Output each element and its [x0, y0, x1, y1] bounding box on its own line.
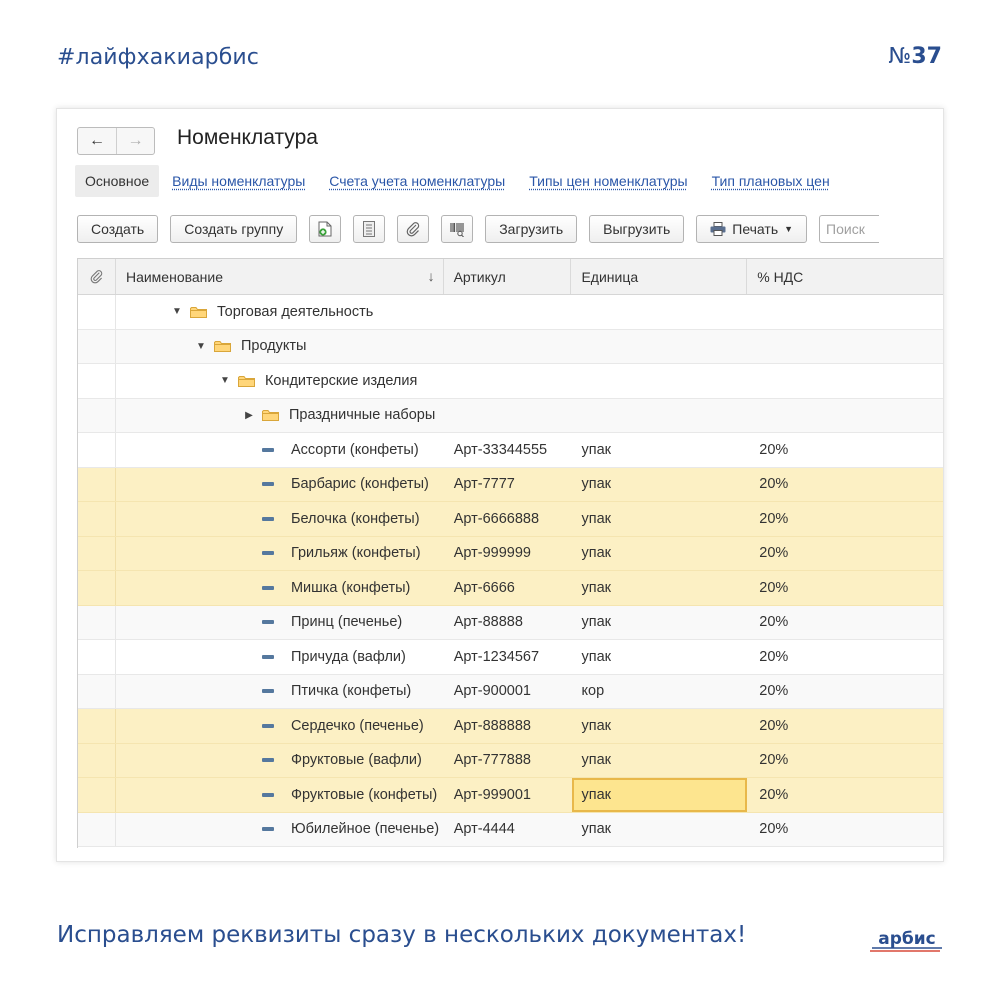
tab-item-kinds[interactable]: Виды номенклатуры: [172, 173, 306, 189]
barcode-icon: [449, 221, 465, 237]
item-name-cell[interactable]: [116, 502, 444, 536]
forward-button[interactable]: →: [116, 128, 154, 154]
unit-cell[interactable]: упак: [581, 510, 612, 527]
article-cell[interactable]: Арт-6666: [453, 579, 515, 596]
vat-cell[interactable]: 20%: [759, 786, 789, 803]
attachment-cell: [78, 537, 116, 571]
vat-cell[interactable]: 20%: [759, 614, 789, 631]
vat-cell[interactable]: 20%: [759, 683, 789, 700]
attachment-cell: [78, 502, 116, 536]
item-name-cell[interactable]: [116, 606, 444, 640]
vat-cell[interactable]: 20%: [759, 648, 789, 665]
folder-icon: [238, 375, 255, 387]
item-name: Фруктовые (конфеты): [290, 786, 438, 803]
unit-cell[interactable]: [571, 330, 747, 364]
nav-buttons: [77, 127, 155, 155]
group-label: Торговая деятельность: [216, 303, 374, 320]
window-title: Номенклатура: [177, 126, 318, 149]
attachment-cell: [78, 364, 116, 398]
expand-down-icon[interactable]: ▼: [172, 306, 182, 318]
item-row[interactable]: [78, 571, 944, 606]
attachment-cell: [78, 433, 116, 467]
catalog-window: [56, 108, 944, 862]
item-name: Птичка (конфеты): [290, 683, 412, 700]
printer-icon: [710, 222, 726, 236]
toolbar: [77, 215, 879, 243]
unit-cell[interactable]: упак: [581, 476, 612, 493]
create-group-button[interactable]: Создать группу: [170, 215, 297, 243]
vat-column-header[interactable]: % НДС: [757, 268, 804, 285]
item-name: Грильяж (конфеты): [290, 545, 421, 562]
item-row[interactable]: [78, 537, 944, 572]
item-name: Причуда (вафли): [290, 648, 406, 665]
item-name-cell[interactable]: [116, 571, 444, 605]
item-dash-icon: [262, 793, 274, 797]
folder-icon: [190, 306, 207, 318]
unit-cell[interactable]: упак: [581, 752, 612, 769]
issue-number: [888, 44, 942, 69]
unit-cell[interactable]: упак: [581, 821, 612, 838]
article-cell[interactable]: Арт-7777: [453, 476, 515, 493]
article-cell[interactable]: Арт-88888: [453, 614, 523, 631]
item-dash-icon: [262, 448, 274, 452]
unit-cell[interactable]: кор: [581, 683, 605, 700]
unit-cell[interactable]: упак: [581, 441, 612, 458]
item-name-cell[interactable]: [116, 675, 444, 709]
item-name-cell[interactable]: [116, 640, 444, 674]
item-name: Белочка (конфеты): [290, 510, 420, 527]
item-dash-icon: [262, 551, 274, 555]
vat-cell[interactable]: 20%: [759, 545, 789, 562]
nomenclature-table: [77, 258, 944, 848]
create-button[interactable]: Создать: [77, 215, 158, 243]
group-name-cell[interactable]: [116, 295, 444, 329]
item-row[interactable]: [78, 813, 944, 848]
vat-cell[interactable]: [747, 399, 944, 433]
group-row[interactable]: [78, 364, 944, 399]
item-name: Мишка (конфеты): [290, 579, 411, 596]
vat-cell[interactable]: [747, 330, 944, 364]
unit-cell[interactable]: [572, 364, 748, 398]
item-row[interactable]: [78, 606, 944, 641]
expand-right-icon[interactable]: ▶: [245, 409, 253, 421]
item-dash-icon: [262, 655, 274, 659]
attachment-cell: [78, 330, 116, 364]
item-dash-icon: [262, 482, 274, 486]
add-document-icon: [318, 221, 332, 237]
article-cell[interactable]: [444, 330, 572, 364]
expand-down-icon[interactable]: ▼: [220, 375, 230, 387]
vat-cell[interactable]: 20%: [759, 441, 789, 458]
item-dash-icon: [262, 724, 274, 728]
vat-cell[interactable]: [747, 295, 944, 329]
attachment-cell: [78, 399, 116, 433]
vat-cell[interactable]: 20%: [759, 476, 789, 493]
article-cell[interactable]: Арт-6666888: [453, 510, 540, 527]
folder-icon: [214, 340, 231, 352]
unit-column-header[interactable]: Единица: [571, 259, 747, 294]
article-column-header[interactable]: Артикул: [444, 259, 572, 294]
table-body: [78, 295, 944, 847]
item-row[interactable]: [78, 502, 944, 537]
item-dash-icon: [262, 689, 274, 693]
name-column-label: Наименование: [125, 268, 224, 285]
item-dash-icon: [262, 517, 274, 521]
unit-cell[interactable]: [571, 295, 747, 329]
attachment-cell: [78, 744, 116, 778]
article-cell[interactable]: Арт-4444: [453, 821, 515, 838]
logo-text: арбис: [878, 929, 936, 949]
sort-arrow-icon: ↓: [427, 268, 435, 284]
item-name: Юбилейное (печенье): [290, 821, 440, 838]
item-name-cell[interactable]: [116, 468, 444, 502]
attachment-cell: [78, 813, 116, 847]
item-dash-icon: [262, 827, 274, 831]
paperclip-icon: [90, 269, 103, 284]
list-view-button[interactable]: [353, 215, 385, 243]
item-dash-icon: [262, 758, 274, 762]
issue-number-value: 37: [911, 44, 942, 69]
unit-cell[interactable]: [572, 399, 748, 433]
item-name: Барбарис (конфеты): [290, 476, 429, 493]
search-input[interactable]: Поиск: [819, 215, 879, 243]
article-cell[interactable]: Арт-999999: [453, 545, 531, 562]
unit-cell[interactable]: упак: [581, 545, 612, 562]
attachment-cell: [78, 675, 116, 709]
unit-cell[interactable]: упак: [581, 648, 612, 665]
article-cell[interactable]: Арт-888888: [453, 717, 531, 734]
group-name-cell[interactable]: [116, 364, 444, 398]
group-row[interactable]: [78, 295, 944, 330]
name-column-header[interactable]: [116, 259, 444, 294]
attachment-cell: [78, 640, 116, 674]
article-cell[interactable]: [444, 399, 572, 433]
item-row[interactable]: [78, 640, 944, 675]
copy-item-button[interactable]: [309, 215, 341, 243]
load-button[interactable]: Загрузить: [485, 215, 577, 243]
attachment-cell: [78, 778, 116, 812]
item-dash-icon: [262, 620, 274, 624]
attachment-cell: [78, 571, 116, 605]
document-list-icon: [363, 221, 375, 237]
item-name-cell[interactable]: [116, 744, 444, 778]
tab-accounting-accounts[interactable]: Счета учета номенклатуры: [329, 173, 506, 189]
tab-planned-price-type[interactable]: Тип плановых цен: [711, 173, 830, 189]
unit-cell-selected[interactable]: упак: [572, 778, 748, 812]
chevron-down-icon: ▼: [784, 224, 794, 234]
item-name: Принц (печенье): [290, 614, 403, 631]
unit-cell[interactable]: упак: [581, 717, 612, 734]
article-cell[interactable]: Арт-900001: [453, 683, 531, 700]
item-name-cell[interactable]: [116, 709, 444, 743]
hashtag-label: #лайфхакиарбис: [57, 45, 259, 70]
item-name-cell[interactable]: [116, 433, 444, 467]
unit-cell[interactable]: упак: [581, 579, 612, 596]
group-label: Праздничные наборы: [288, 407, 436, 424]
item-name: Фруктовые (вафли): [290, 752, 422, 769]
attachment-column-header[interactable]: [78, 259, 116, 294]
item-name-cell[interactable]: [116, 778, 444, 812]
article-cell[interactable]: Арт-1234567: [453, 648, 540, 665]
unit-cell[interactable]: упак: [581, 614, 612, 631]
group-row[interactable]: [78, 330, 944, 365]
item-name-cell[interactable]: [116, 537, 444, 571]
expand-down-icon[interactable]: ▼: [196, 340, 206, 352]
article-cell[interactable]: [444, 295, 572, 329]
print-label: Печать: [732, 221, 779, 237]
attachment-cell: [78, 468, 116, 502]
group-name-cell[interactable]: [116, 330, 444, 364]
item-dash-icon: [262, 586, 274, 590]
article-cell[interactable]: Арт-999001: [453, 786, 531, 803]
back-button[interactable]: ←: [89, 132, 105, 149]
paperclip-icon: [406, 221, 420, 237]
article-cell[interactable]: [444, 364, 572, 398]
vat-cell[interactable]: 20%: [759, 579, 789, 596]
attachment-cell: [78, 295, 116, 329]
item-row[interactable]: [78, 778, 944, 813]
group-label: Кондитерские изделия: [264, 372, 418, 389]
group-row[interactable]: [78, 399, 944, 434]
vat-cell[interactable]: 20%: [759, 717, 789, 734]
item-row[interactable]: [78, 433, 944, 468]
folder-icon: [262, 409, 279, 421]
tab-main[interactable]: Основное: [75, 165, 159, 197]
item-name: Ассорти (конфеты): [290, 441, 419, 458]
footer-caption: Исправляем реквизиты сразу в нескольких документах!: [57, 922, 747, 948]
item-row[interactable]: [78, 709, 944, 744]
tab-price-types[interactable]: Типы цен номенклатуры: [529, 173, 688, 189]
vat-cell[interactable]: 20%: [759, 821, 789, 838]
barcode-button[interactable]: [441, 215, 473, 243]
issue-prefix: №: [888, 44, 912, 69]
article-cell[interactable]: Арт-33344555: [453, 441, 548, 458]
vat-cell[interactable]: 20%: [759, 510, 789, 527]
attachment-cell: [78, 606, 116, 640]
arbis-logo: [868, 924, 946, 954]
print-button[interactable]: [696, 215, 807, 243]
item-row[interactable]: [78, 744, 944, 779]
item-name-cell[interactable]: [116, 813, 444, 847]
table-header: [78, 259, 944, 295]
attach-button[interactable]: [397, 215, 429, 243]
item-row[interactable]: [78, 675, 944, 710]
section-tabs: [75, 165, 854, 197]
vat-cell[interactable]: 20%: [759, 752, 789, 769]
item-row[interactable]: [78, 468, 944, 503]
attachment-cell: [78, 709, 116, 743]
article-cell[interactable]: Арт-777888: [453, 752, 531, 769]
unload-button[interactable]: Выгрузить: [589, 215, 684, 243]
group-label: Продукты: [240, 338, 307, 355]
group-name-cell[interactable]: [116, 399, 444, 433]
item-name: Сердечко (печенье): [290, 717, 424, 734]
vat-cell[interactable]: [747, 364, 944, 398]
